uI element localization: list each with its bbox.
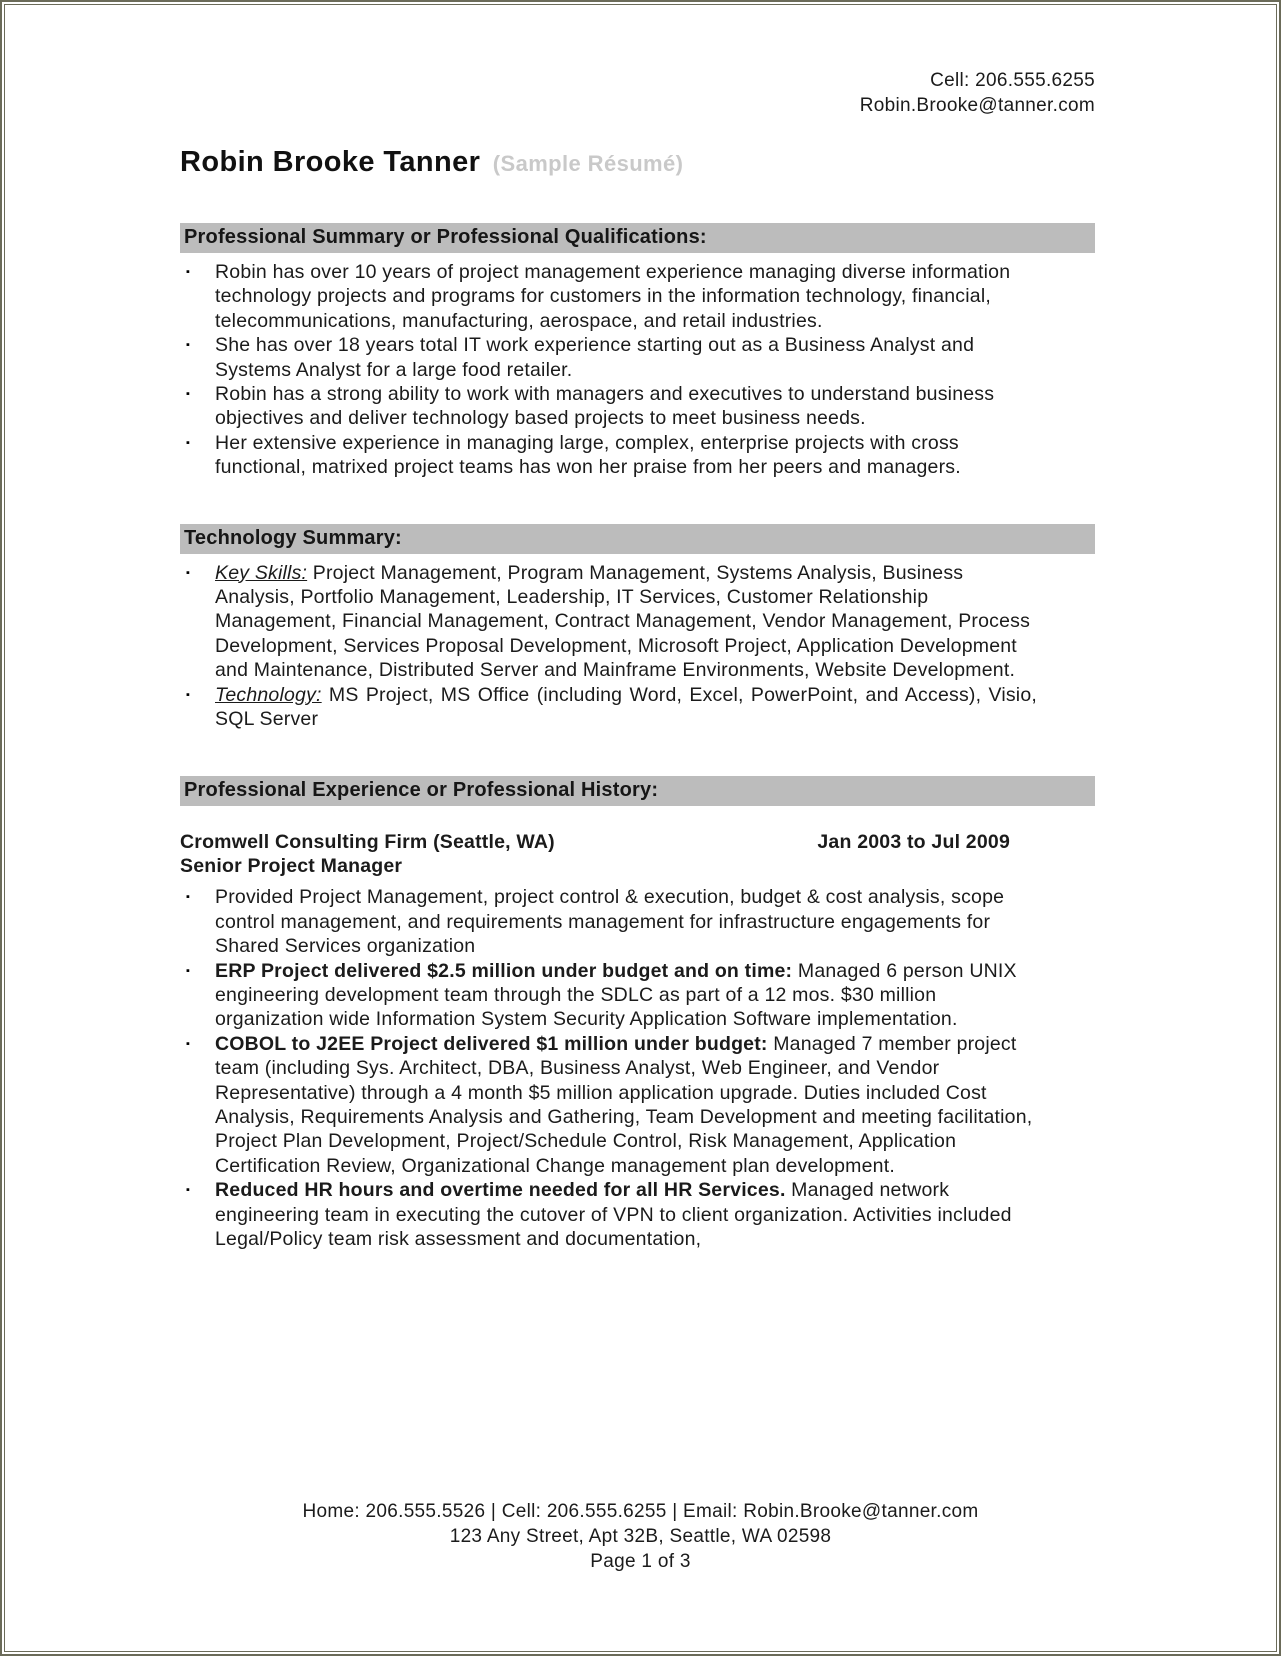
text-run: Managed 6 person UNIX engineering development team through the SDLC as part of a 12 mos. $30 million organization wide Information System Security Application Software implementation. bbox=[215, 959, 1017, 1031]
text-run: Robin has a strong ability to work with managers and executives to understand business objectives and deliver technology based projects to meet business needs. bbox=[215, 383, 995, 430]
resume-section bbox=[180, 524, 1095, 732]
sections bbox=[180, 223, 1095, 1251]
section-heading: Technology Summary: bbox=[180, 524, 1095, 554]
bullet-item bbox=[180, 382, 1095, 431]
page-footer bbox=[0, 1499, 1281, 1574]
bullet-text bbox=[215, 382, 1037, 431]
bullet-marker: ▪ bbox=[186, 1037, 191, 1050]
text-run: Managed 7 member project team (including Sys. Architect, DBA, Business Analyst, Web Engineer, and Vendor Representative) through a 4 month $5 million application upgrade. Duties included Cost Analysis, Requirements Analysis and Gathering, Team Development and meeting facilitation, Project Plan Development, Project/Schedule Control, Risk Management, Application Certification Review, Organizational Change management plan development. bbox=[215, 1032, 1033, 1177]
bullet-list bbox=[180, 885, 1095, 1251]
resume-annotation: (Sample Résumé) bbox=[492, 151, 684, 176]
text-run: Reduced HR hours and overtime needed for all HR Services. bbox=[215, 1179, 786, 1202]
text-run: Technology: bbox=[215, 683, 322, 706]
name-line bbox=[180, 146, 1095, 179]
date-range: Jan 2003 to Jul 2009 bbox=[817, 830, 1010, 853]
bullet-text bbox=[215, 561, 1037, 683]
bullet-item bbox=[180, 885, 1095, 958]
bullet-marker: ▪ bbox=[186, 388, 191, 401]
bullet-marker: ▪ bbox=[186, 566, 191, 579]
footer-page-number: Page 1 of 3 bbox=[590, 1551, 691, 1572]
bullet-item bbox=[180, 561, 1095, 683]
resume-name: Robin Brooke Tanner bbox=[180, 146, 481, 178]
bullet-marker: ▪ bbox=[186, 688, 191, 701]
text-run: Project Management, Program Management, Systems Analysis, Business Analysis, Portfolio Management, Leadership, IT Services, Customer Relationship Management, Financial Management, Contract Management, Vendor Management, Process Development, Services Proposal Development, Microsoft Project, Application Development and Maintenance, Distributed Server and Mainframe Environments, Website Development. bbox=[215, 561, 1031, 682]
bullet-item bbox=[180, 683, 1095, 732]
contact-header bbox=[180, 68, 1095, 118]
bullet-marker: ▪ bbox=[186, 339, 191, 352]
bullet-text bbox=[215, 683, 1037, 732]
resume-page bbox=[180, 0, 1095, 1251]
bullet-marker: ▪ bbox=[186, 964, 191, 977]
bullet-marker: ▪ bbox=[186, 266, 191, 278]
text-run: Robin has over 10 years of project management experience managing diverse information technology projects and programs for customers in the information technology, financial, telecommunications, manufacturing, aerospace, and retail industries. bbox=[215, 261, 1011, 332]
footer-address-line: 123 Any Street, Apt 32B, Seattle, WA 02598 bbox=[449, 1526, 832, 1547]
bullet-text bbox=[215, 1178, 1037, 1251]
bullet-marker: ▪ bbox=[186, 1184, 191, 1197]
contact-cell: Cell: 206.555.6255 bbox=[930, 70, 1095, 91]
bullet-item bbox=[180, 959, 1095, 1032]
bullet-text bbox=[215, 1032, 1037, 1178]
bullet-text bbox=[215, 959, 1037, 1032]
contact-email: Robin.Brooke@tanner.com bbox=[859, 95, 1095, 116]
bullet-item bbox=[180, 260, 1095, 333]
resume-section bbox=[180, 776, 1095, 1252]
text-run: She has over 18 years total IT work experience starting out as a Business Analyst and Systems Analyst for a large food retailer. bbox=[215, 334, 975, 381]
job-header bbox=[180, 830, 1095, 854]
text-run: COBOL to J2EE Project delivered $1 million under budget: bbox=[215, 1032, 768, 1055]
bullet-list bbox=[180, 561, 1095, 732]
section-heading: Professional Experience or Professional History: bbox=[180, 776, 1095, 806]
section-heading: Professional Summary or Professional Qualifications: bbox=[180, 223, 1095, 253]
job-title: Senior Project Manager bbox=[180, 854, 403, 877]
bullet-item bbox=[180, 431, 1095, 480]
bullet-text bbox=[215, 885, 1037, 958]
company-name: Cromwell Consulting Firm (Seattle, WA) bbox=[180, 830, 555, 853]
text-run: Managed network engineering team in executing the cutover of VPN to client organization. Activities included Legal/Policy team risk assessment and documentation, bbox=[215, 1179, 1012, 1250]
text-run: MS Project, MS Office (including Word, Excel, PowerPoint, and Access), Visio, SQL Server bbox=[215, 683, 1037, 731]
bullet-item bbox=[180, 1178, 1095, 1251]
bullet-text bbox=[215, 431, 1037, 480]
resume-section bbox=[180, 223, 1095, 480]
bullet-list bbox=[180, 260, 1095, 480]
text-run: Key Skills: bbox=[215, 561, 308, 584]
bullet-item bbox=[180, 333, 1095, 382]
bullet-marker: ▪ bbox=[186, 891, 191, 904]
text-run: ERP Project delivered $2.5 million under budget and on time: bbox=[215, 959, 793, 982]
text-run: Provided Project Management, project control & execution, budget & cost analysis, scope control management, and requirements management for infrastructure engagements for Shared Services organization bbox=[215, 886, 1005, 958]
footer-contact-line: Home: 206.555.5526 | Cell: 206.555.6255 | Email: Robin.Brooke@tanner.com bbox=[302, 1501, 979, 1522]
bullet-item bbox=[180, 1032, 1095, 1178]
bullet-text bbox=[215, 260, 1037, 333]
bullet-text bbox=[215, 333, 1037, 382]
bullet-marker: ▪ bbox=[186, 436, 191, 449]
text-run: Her extensive experience in managing large, complex, enterprise projects with cross functional, matrixed project teams has won her praise from her peers and managers. bbox=[215, 431, 961, 479]
